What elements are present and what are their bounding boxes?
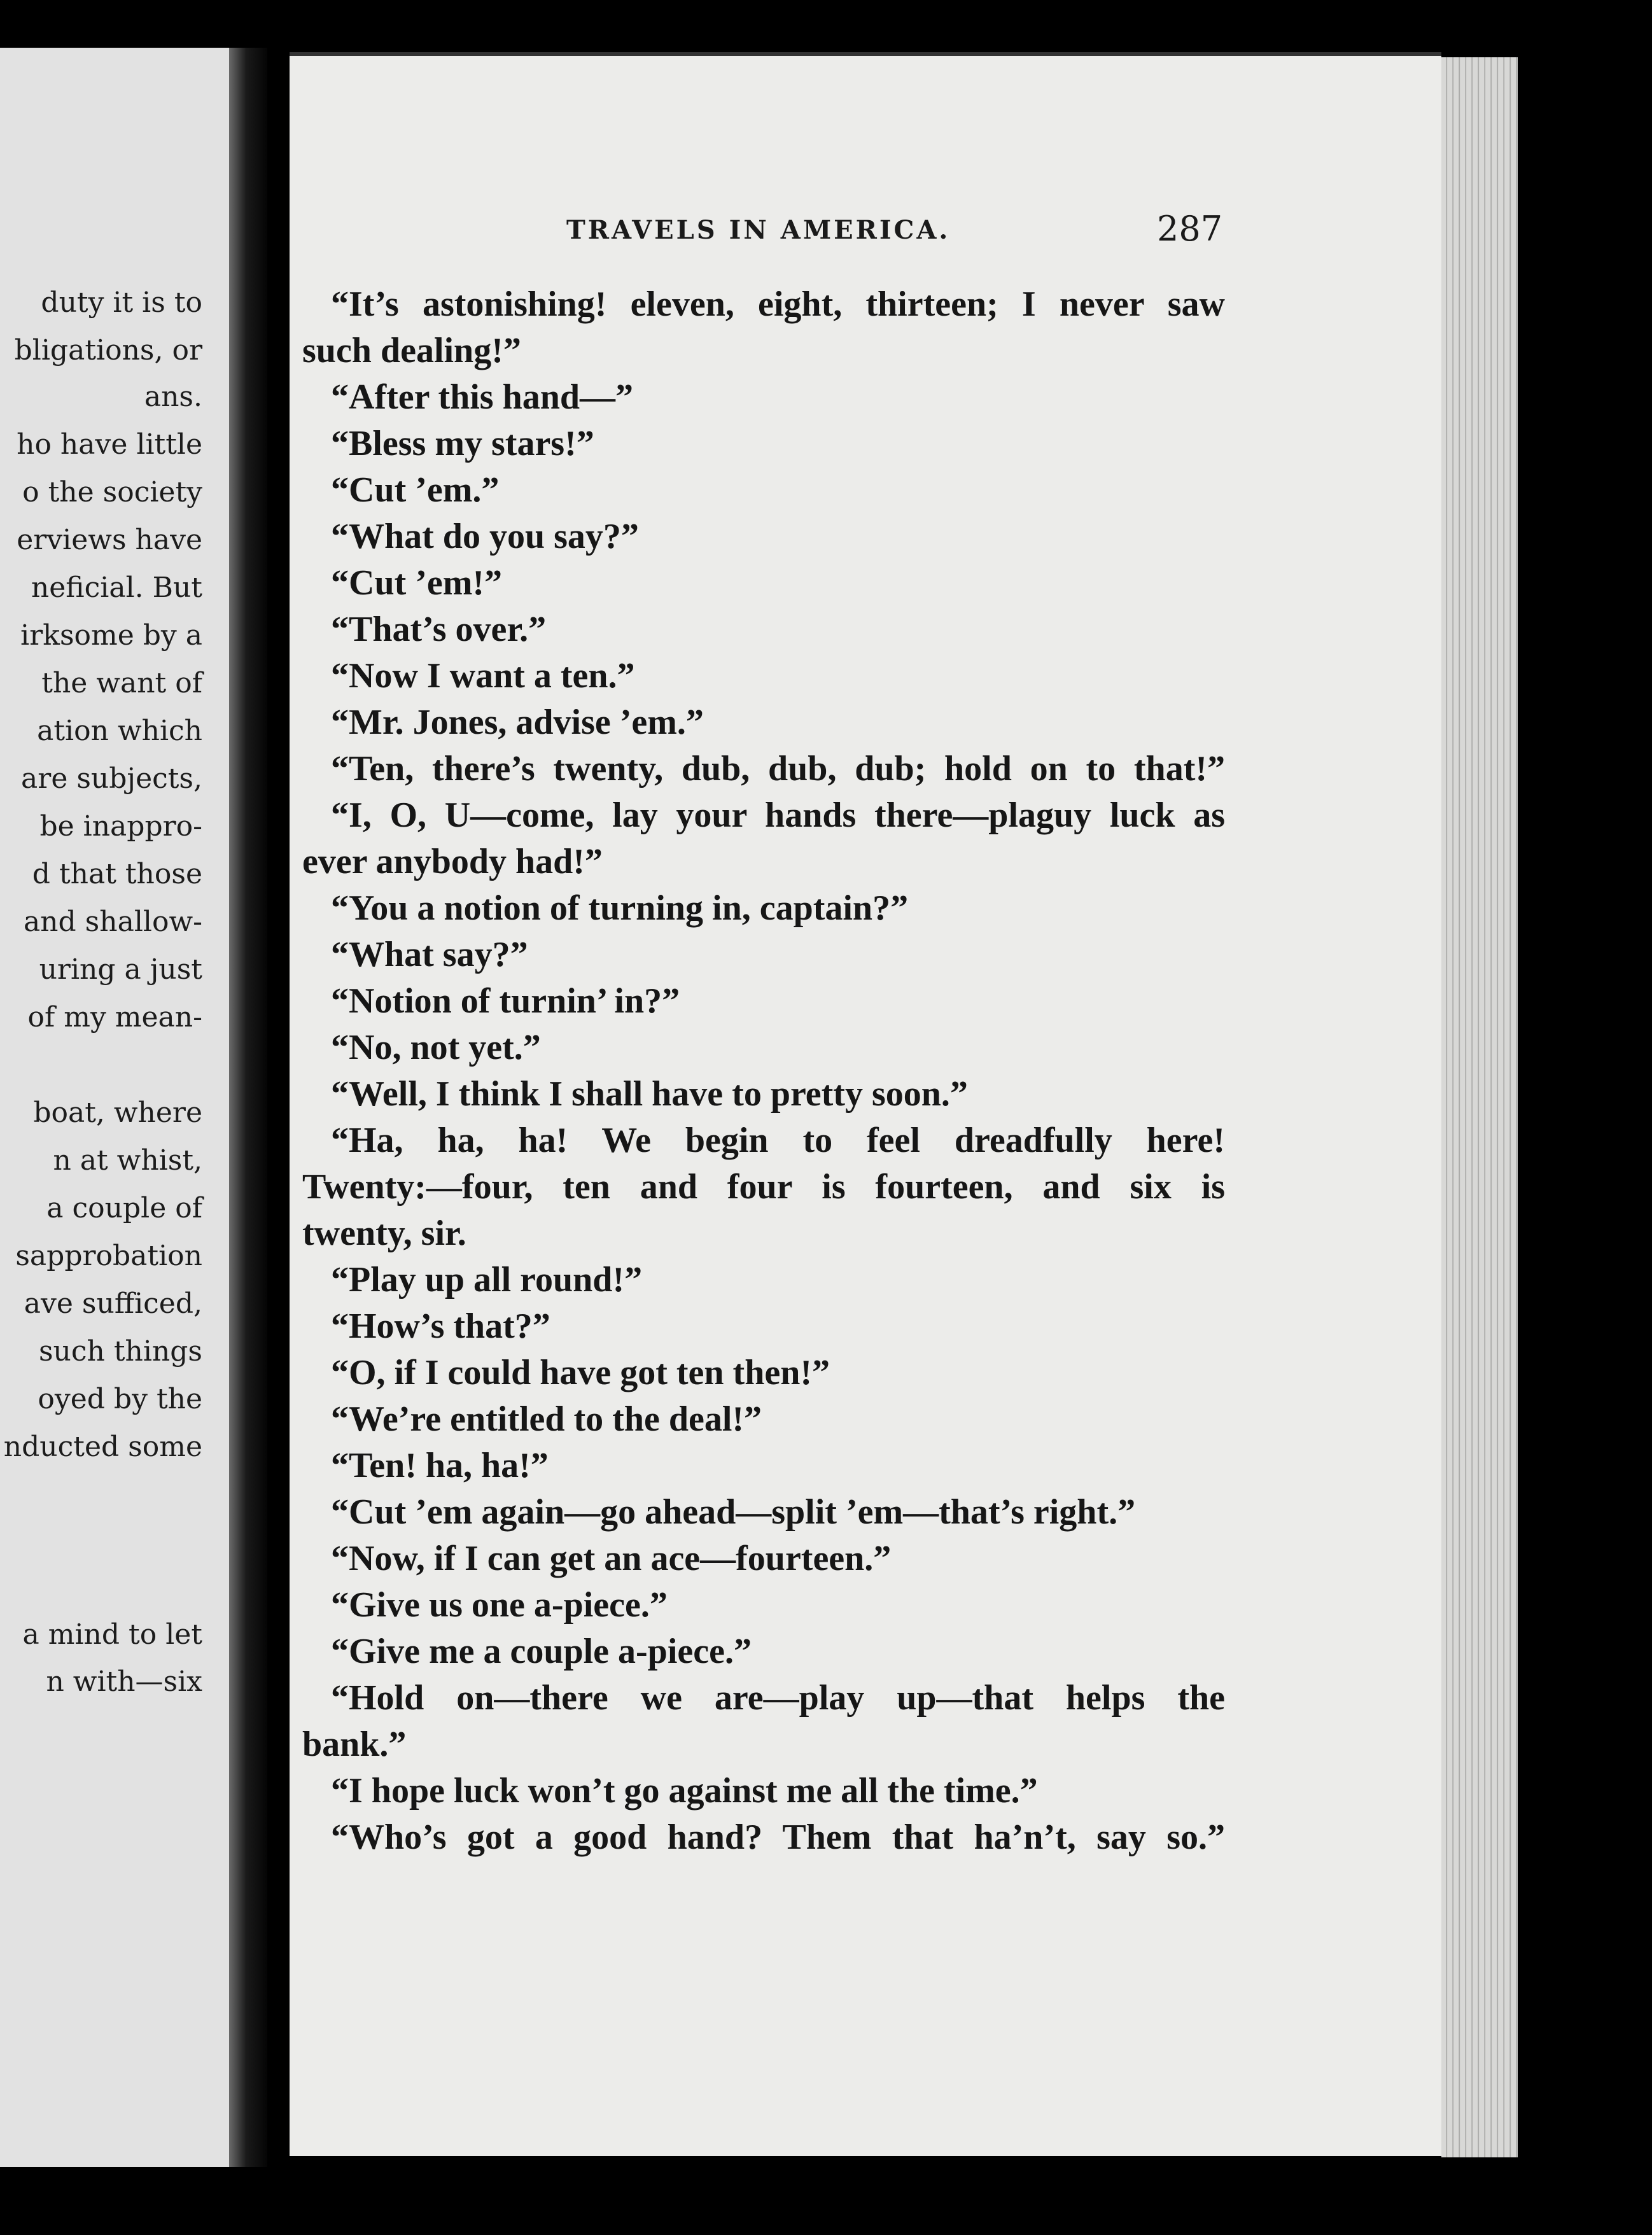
left-page-line: neficial. But — [31, 571, 202, 604]
body-line: “No, not yet.” — [331, 1028, 541, 1067]
body-line: “Ten, there’s twenty, dub, dub, dub; hold on to that!” — [331, 749, 1225, 788]
body-line: “Play up all round!” — [331, 1260, 643, 1300]
left-page-line: ation which — [37, 715, 202, 747]
body-line: twenty, sir. — [302, 1214, 466, 1253]
left-page-line: such things — [38, 1335, 202, 1368]
left-page-line: erviews have — [17, 524, 202, 556]
left-page-line: a couple of — [46, 1192, 202, 1224]
running-head: TRAVELS IN AMERICA. — [566, 215, 951, 245]
body-line: “Who’s got a good hand? Them that ha’n’t, say so.” — [331, 1818, 1225, 1857]
left-page-line: sapprobation — [15, 1240, 202, 1272]
body-line: “After this hand—” — [331, 377, 634, 417]
page-edges — [1441, 57, 1518, 2157]
body-line: “Mr. Jones, advise ’em.” — [331, 703, 704, 742]
left-page-line: d that those — [32, 858, 202, 890]
left-page-line: of my mean- — [27, 1001, 202, 1033]
left-page-line: uring a just — [39, 953, 202, 986]
body-line: “Give me a couple a-piece.” — [331, 1632, 752, 1671]
body-line: “Now I want a ten.” — [331, 656, 635, 696]
body-line: “Ha, ha, ha! We begin to feel dreadfully here! — [331, 1121, 1225, 1160]
body-line: “Bless my stars!” — [331, 424, 594, 463]
left-page-line: and shallow- — [23, 906, 202, 938]
body-line: “Notion of turnin’ in?” — [331, 981, 680, 1021]
left-page-line: oyed by the — [38, 1383, 202, 1415]
left-page-line: ho have little — [17, 428, 202, 461]
left-page-line: boat, where — [33, 1096, 202, 1129]
page-number: 287 — [1157, 209, 1223, 249]
body-line: bank.” — [302, 1725, 407, 1764]
body-line: “What say?” — [331, 935, 528, 974]
body-line: “Cut ’em!” — [331, 563, 503, 603]
body-line: “Cut ’em.” — [331, 470, 500, 510]
left-page-line: the want of — [41, 667, 202, 699]
left-page-line: duty it is to — [41, 286, 202, 319]
left-page-line: o the society — [22, 476, 202, 508]
left-page-line: a mind to let — [22, 1618, 202, 1651]
left-page-line: ave sufficed, — [24, 1287, 202, 1320]
left-page-line: are subjects, — [21, 762, 202, 795]
body-line: “Now, if I can get an ace—fourteen.” — [331, 1539, 892, 1578]
body-line: “What do you say?” — [331, 517, 639, 556]
body-line: “Well, I think I shall have to pretty soon.” — [331, 1074, 968, 1114]
left-page-line: nducted some — [3, 1431, 202, 1463]
body-line: Twenty:—four, ten and four is fourteen, and six is — [302, 1167, 1225, 1207]
body-line: “We’re entitled to the deal!” — [331, 1399, 762, 1439]
body-line: ever anybody had!” — [302, 842, 603, 881]
left-page-line: n at whist, — [53, 1144, 202, 1177]
left-page-line: n with—six — [46, 1665, 202, 1698]
left-page-line: irksome by a — [20, 619, 202, 652]
left-page-line: be inappro- — [39, 810, 202, 843]
body-line: “O, if I could have got ten then!” — [331, 1353, 830, 1392]
body-line: “It’s astonishing! eleven, eight, thirteen; I never saw — [331, 284, 1225, 324]
left-page — [0, 48, 229, 2167]
body-line: “That’s over.” — [331, 610, 547, 649]
body-line: “How’s that?” — [331, 1307, 550, 1346]
body-line: such dealing!” — [302, 331, 521, 370]
body-line: “Ten! ha, ha!” — [331, 1446, 549, 1485]
body-line: “Cut ’em again—go ahead—split ’em—that’s right.” — [331, 1492, 1136, 1532]
body-line: “Give us one a-piece.” — [331, 1585, 668, 1625]
body-line: “I, O, U—come, lay your hands there—plaguy luck as — [331, 795, 1225, 835]
left-page-line: ans. — [144, 381, 202, 413]
left-page-line: bligations, or — [14, 334, 202, 367]
body-line: “Hold on—there we are—play up—that helps the — [331, 1678, 1225, 1718]
book-gutter — [229, 48, 267, 2167]
body-line: “I hope luck won’t go against me all the time.” — [331, 1771, 1038, 1811]
body-line: “You a notion of turning in, captain?” — [331, 888, 909, 928]
